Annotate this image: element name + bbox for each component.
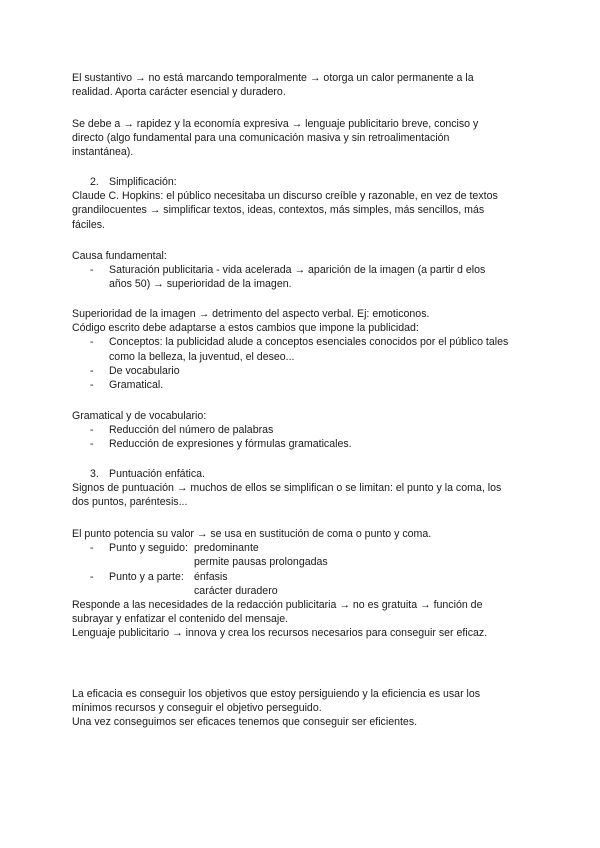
list-item xyxy=(72,263,532,291)
text-line: Se debe a → rapidez y la economía expresiva → lenguaje publicitario breve, conciso y xyxy=(72,118,479,130)
text-line: De vocabulario xyxy=(109,364,180,377)
dash-bullet: - xyxy=(90,542,94,555)
section-title: Simplificación: xyxy=(109,176,177,188)
list-item xyxy=(72,364,532,378)
superioridad-block xyxy=(72,307,532,392)
text-line: Responde a las necesidades de la redacción publicitaria → no es gratuita → función de xyxy=(72,598,483,611)
definition-value: predominante xyxy=(194,542,259,555)
list-item xyxy=(72,378,532,392)
definition-row xyxy=(72,541,532,555)
dash-bullet: - xyxy=(90,336,94,349)
definition-term: Punto y seguido: xyxy=(109,542,188,555)
causa-fundamental xyxy=(72,249,532,292)
section-number: 2. xyxy=(90,176,99,188)
dash-bullet: - xyxy=(90,424,94,437)
text-line: mínimos recursos y conseguir el objetivo perseguido. xyxy=(72,702,322,715)
dash-bullet: - xyxy=(90,570,94,583)
text-line: Una vez conseguimos ser eficaces tenemos que conseguir ser eficientes. xyxy=(72,716,418,729)
paragraph-sustantivo xyxy=(72,71,532,99)
text-line: Reducción del número de palabras xyxy=(109,424,274,437)
section-puntuacion xyxy=(72,467,532,510)
text-line: Superioridad de la imagen → detrimento del aspecto verbal. Ej: emoticonos. xyxy=(72,308,430,320)
definition-row xyxy=(72,555,532,569)
list-item xyxy=(72,423,532,437)
dash-bullet: - xyxy=(90,364,94,377)
text-line: Gramatical. xyxy=(109,379,164,392)
text-line: El punto potencia su valor → se usa en sustitución de coma o punto y coma. xyxy=(72,528,432,540)
definition-value: énfasis xyxy=(194,570,228,583)
definition-row xyxy=(72,570,532,584)
paragraph-rapidez xyxy=(72,117,532,160)
text-line: Lenguaje publicitario → innova y crea los recursos necesarios para conseguir ser eficaz. xyxy=(72,627,488,640)
section-number: 3. xyxy=(90,468,99,480)
text-line: subrayar y enfatizar el contenido del mensaje. xyxy=(72,613,289,626)
gramatical-block xyxy=(72,409,532,452)
dash-bullet: - xyxy=(90,264,94,277)
text-line: como la belleza, la juventud, el deseo... xyxy=(109,350,295,363)
subheading: Gramatical y de vocabulario: xyxy=(72,410,207,422)
definition-term: Punto y a parte: xyxy=(109,570,184,583)
section-heading xyxy=(72,467,532,481)
section-title: Puntuación enfática. xyxy=(109,468,206,480)
definition-value: carácter duradero xyxy=(194,584,278,597)
punto-block xyxy=(72,527,532,641)
subheading: Causa fundamental: xyxy=(72,250,167,262)
section-simplificacion xyxy=(72,175,532,232)
text-line: Saturación publicitaria - vida acelerada → aparición de la imagen (a partir d elos xyxy=(109,264,486,277)
text-line: Reducción de expresiones y fórmulas gramaticales. xyxy=(109,438,352,451)
text-line: grandilocuentes → simplificar textos, ideas, contextos, más simples, más sencillos, más xyxy=(72,204,485,217)
definition-row xyxy=(72,584,532,598)
text-line: años 50) → superioridad de la imagen. xyxy=(109,278,292,291)
list-item xyxy=(72,335,532,363)
text-line: directo (algo fundamental para una comunicación masiva y sin retroalimentación xyxy=(72,132,450,145)
text-line: La eficacia es conseguir los objetivos que estoy persiguiendo y la eficiencia es usar los xyxy=(72,688,481,700)
text-line: dos puntos, paréntesis... xyxy=(72,496,188,509)
text-line: Claude C. Hopkins: el público necesitaba un discurso creíble y razonable, en vez de textos xyxy=(72,190,498,203)
text-line: Código escrito debe adaptarse a estos cambios que impone la publicidad: xyxy=(72,322,419,335)
text-line: realidad. Aporta carácter esencial y duradero. xyxy=(72,86,286,99)
text-line: fáciles. xyxy=(72,218,105,231)
dash-bullet: - xyxy=(90,438,94,451)
text-line: Signos de puntuación → muchos de ellos se simplifican o se limitan: el punto y la coma, los xyxy=(72,482,502,495)
definition-value: permite pausas prolongadas xyxy=(194,556,328,569)
dash-bullet: - xyxy=(90,379,94,392)
text-line: El sustantivo → no está marcando temporalmente → otorga un calor permanente a la xyxy=(72,72,474,84)
text-line: Conceptos: la publicidad alude a conceptos esenciales conocidos por el público tales xyxy=(109,336,509,349)
list-item xyxy=(72,437,532,451)
section-heading xyxy=(72,175,532,189)
eficacia-paragraph xyxy=(72,687,532,730)
text-line: instantánea). xyxy=(72,146,134,159)
